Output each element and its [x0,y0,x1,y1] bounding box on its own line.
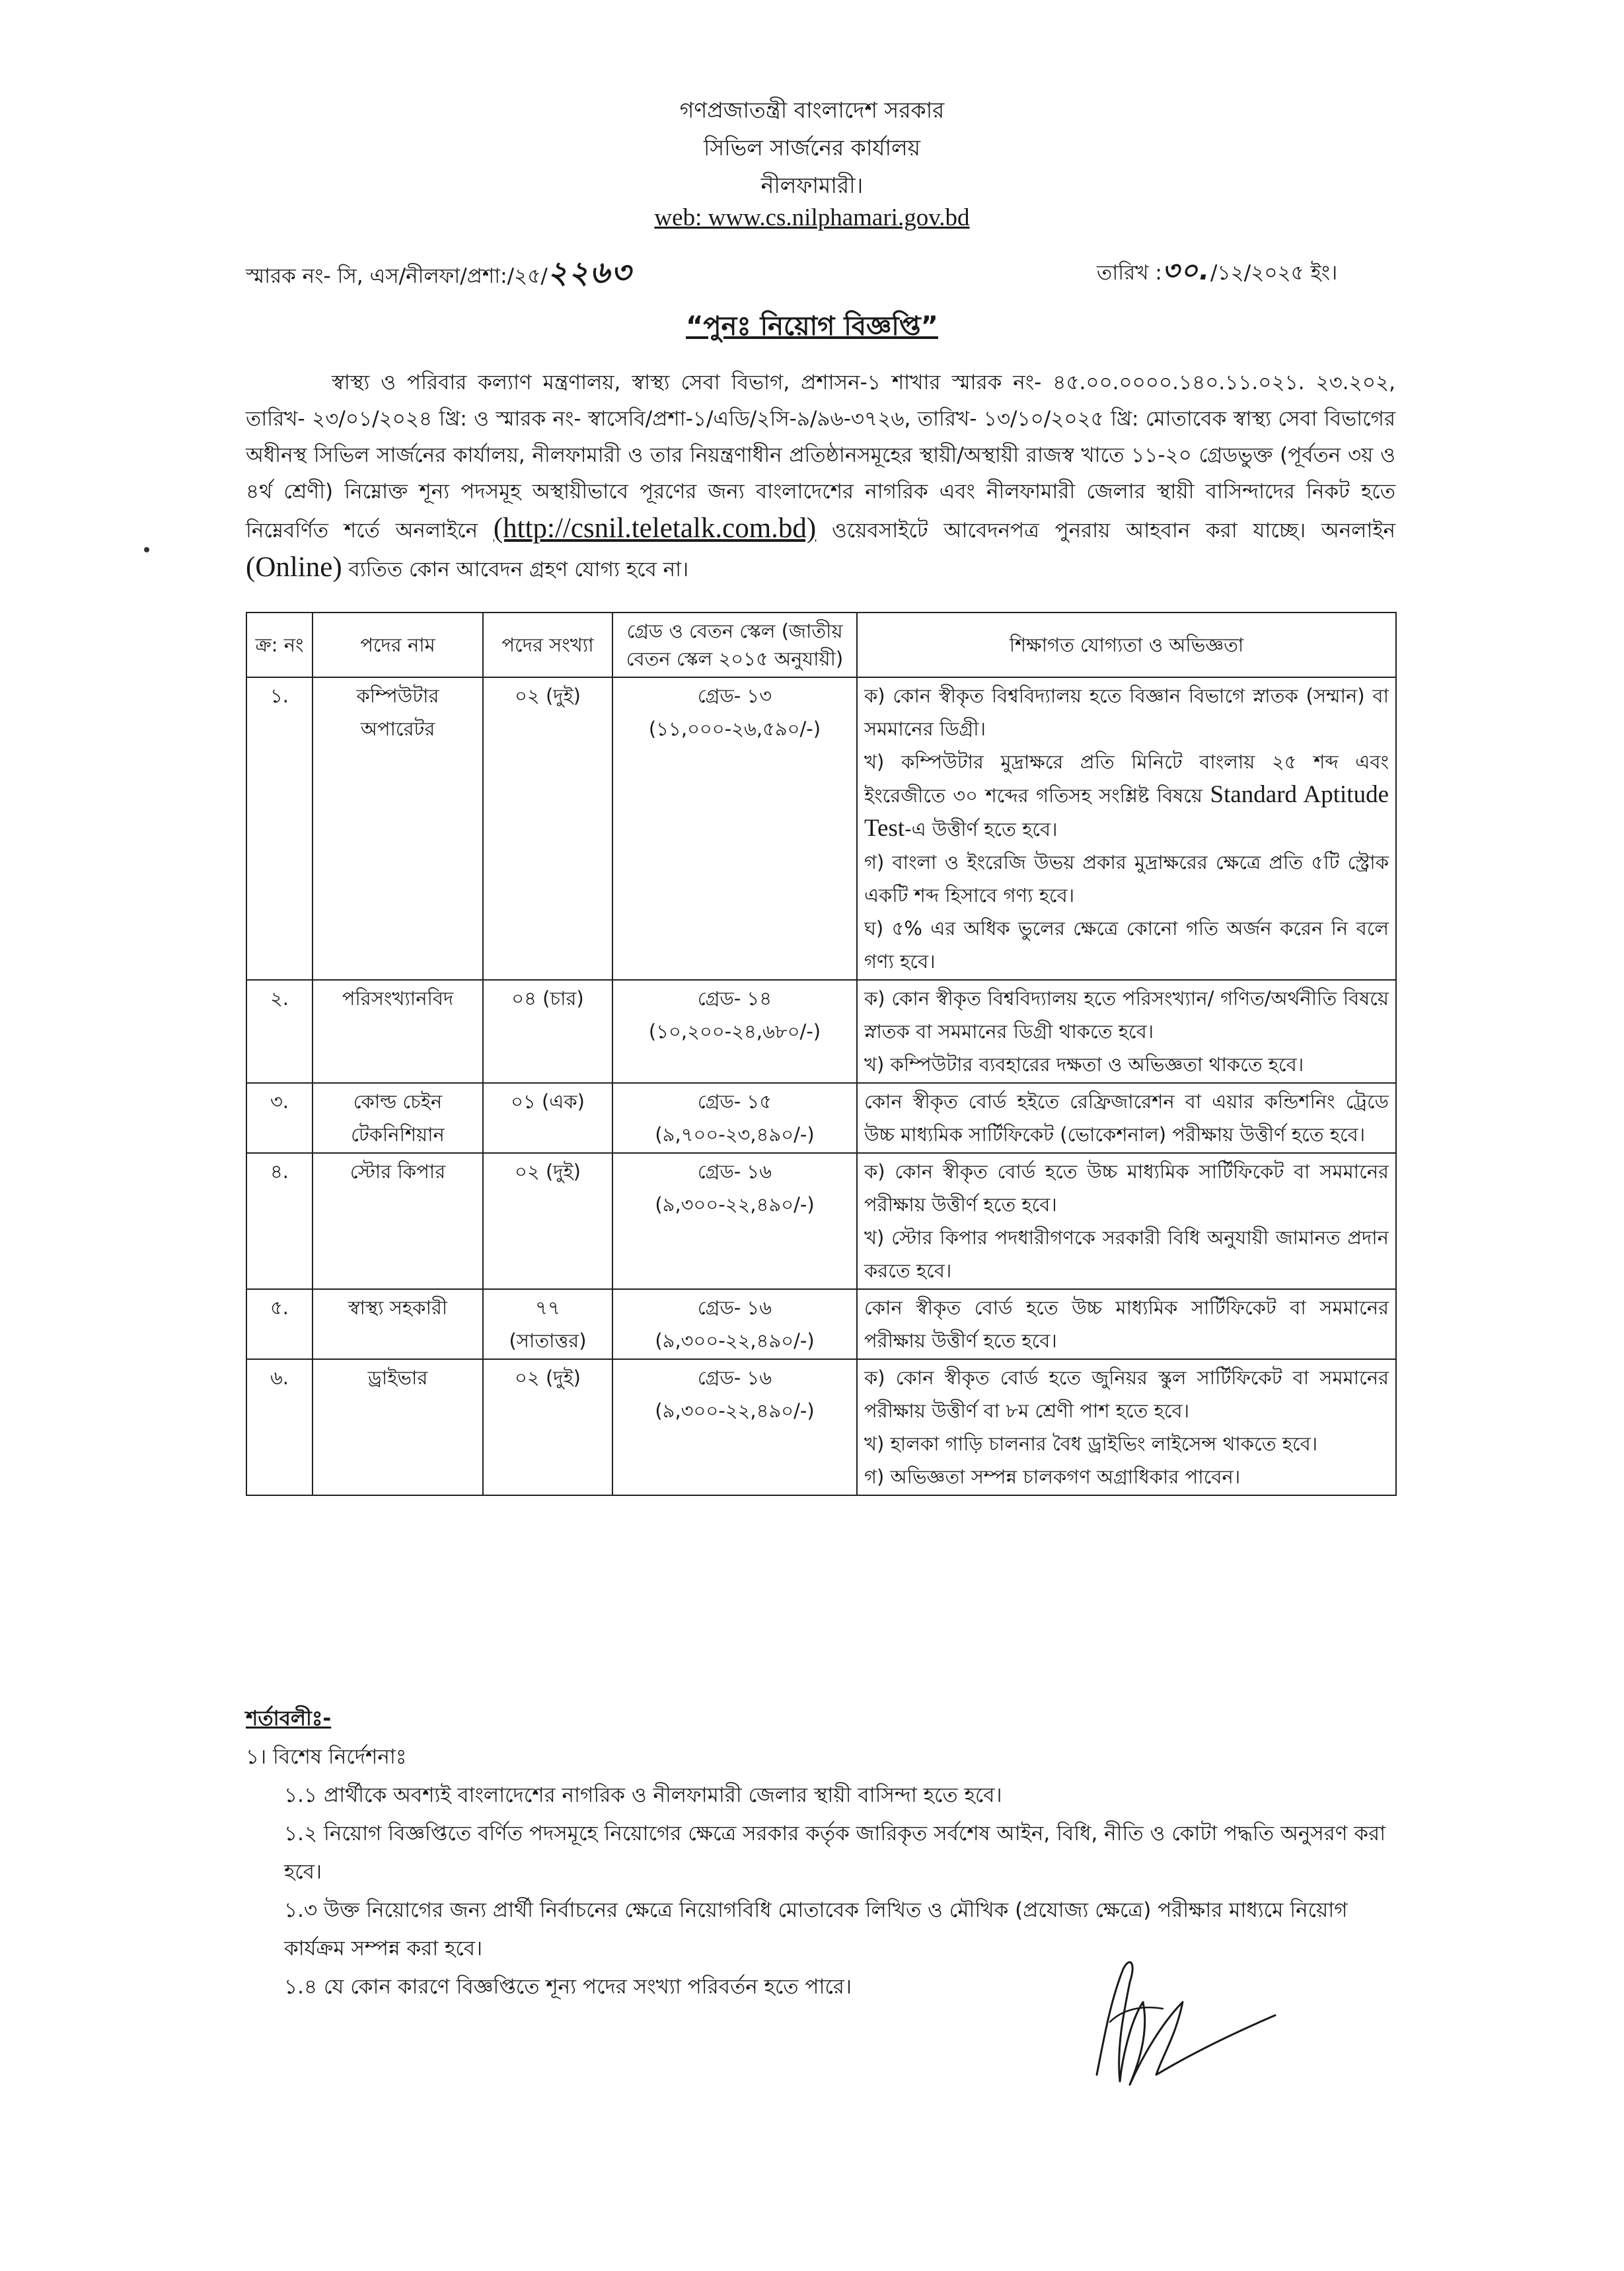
grade-label: গ্রেড- ১৩ [697,685,772,707]
memo-ref-prefix: স্মারক নং- সি, এস/নীলফা/প্রশা:/২৫/ [246,264,548,288]
row-qualification [857,1289,1396,1359]
pay-scale: (৯,৩০০-২২,৪৯০/-) [655,1193,815,1216]
pay-scale: (৯,৭০০-২৩,৪৯০/-) [655,1123,815,1146]
header-grade-scale: গ্রেড ও বেতন স্কেল (জাতীয় বেতন স্কেল ২০১৫ অনুযায়ী) [612,613,857,677]
row-serial: ৩. [246,1083,313,1153]
row-grade [612,1359,857,1495]
grade-label: গ্রেড- ১৫ [697,1090,772,1113]
memo-ref-number: ২২৬৩ [547,254,632,290]
signature-image [1084,1943,1282,2095]
qualification-line: গ) অভিজ্ঞতা সম্পন্ন চালকগণ অগ্রাধিকার পাবেন। [864,1466,1241,1488]
row-grade [612,677,857,980]
row-grade [612,1289,857,1359]
row-post-count: ০২ (দুই) [483,1359,612,1495]
row-post-count: ০২ (দুই) [483,677,612,980]
qualification-line: গ) বাংলা ও ইংরেজি উভয় প্রকার মুদ্রাক্ষরের ক্ষেত্রে প্রতি ৫টি স্ট্রোক একটি শব্দ হিসাবে গণ্য হবে। [864,851,1389,907]
row-qualification [857,1083,1396,1153]
term-item: ১.৩ উক্ত নিয়োগের জন্য প্রার্থী নির্বাচনের ক্ষেত্রে নিয়োগবিধি মোতাবেক লিখিত ও মৌখিক (প্রযোজ্য ক্ষেত্রে) পরীক্ষার মাধ্যমে নিয়োগ কার্যক্রম সম্পন্ন করা হবে। [284,1898,1348,1960]
pay-scale: (১০,২০০-২৪,৬৮০/-) [648,1020,821,1043]
row-post-name: কোল্ড চেইন টেকনিশিয়ান [313,1083,483,1153]
qualification-line: কোন স্বীকৃত বোর্ড হইতে রেফ্রিজারেশন বা এয়ার কন্ডিশনিং ট্রেডে উচ্চ মাধ্যমিক সার্টিফিকেট (ভোকেশনাল) পরীক্ষায় উত্তীর্ণ হতে হবে। [864,1090,1389,1146]
row-post-name: ড্রাইভার [313,1359,483,1495]
date-handwritten: ৩০. [1162,256,1211,286]
row-qualification [857,1359,1396,1495]
row-serial: ৪. [246,1153,313,1289]
row-serial: ২. [246,980,313,1083]
date-suffix: /১২/২০২৫ ইং। [1210,261,1338,285]
qualification-line: ক) কোন স্বীকৃত বিশ্ববিদ্যালয় হতে বিজ্ঞান বিভাগে স্নাতক (সম্মান) বা সমমানের ডিগ্রী। [864,685,1389,740]
intro-text-3: ব্যতিত কোন আবেদন গ্রহণ যোগ্য হবে না। [348,558,689,581]
qualification-line: খ) কম্পিউটার মুদ্রাক্ষরে প্রতি মিনিটে বাংলায় ২৫ শব্দ এবং ইংরেজীতে ৩০ শব্দের গতিসহ সংশ্লিষ্ট বিষয়ে Standard Aptitude Test-এ উত্তীর্ণ হতে হবে। [864,751,1389,842]
intro-paragraph [246,365,1395,588]
row-serial: ৬. [246,1359,313,1495]
post-count-number: ৭৭ [535,1296,560,1319]
intro-text-1: স্বাস্থ্য ও পরিবার কল্যাণ মন্ত্রণালয়, স্বাস্থ্য সেবা বিভাগ, প্রশাসন-১ শাখার স্মারক নং- ৪৫.০০.০০০০.১৪০.১১.০২১. ২৩.২০২, তারিখ- ২৩/০১/২০২৪ খ্রি: ও স্মারক নং- স্বাসেবি/প্রশা-১/এডি/২সি-৯/৯৬-৩৭২৬, তারিখ- ১৩/১০/২০২৫ খ্রি: মোতাবেক স্বাস্থ্য সেবা বিভাগের অধীনস্থ সিভিল সার্জনের কার্যালয়, নীলফামারী ও তার নিয়ন্ত্রণাধীন প্রতিষ্ঠানসমূহের স্থায়ী/অস্থায়ী রাজস্ব খাতে ১১-২০ গ্রেডভুক্ত (পূর্বতন ৩য় ও ৪র্থ শ্রেণী) নিম্নোক্ত শূন্য পদসমূহ অস্থায়ীভাবে পূরণের জন্য বাংলাদেশের নাগরিক এবং নীলফামারী জেলার স্থায়ী বাসিন্দাদের নিকট হতে নিম্নেবর্ণিত শর্তে অনলাইনে [246,371,1395,542]
grade-label: গ্রেড- ১৬ [697,1366,772,1389]
grade-label: গ্রেড- ১৬ [697,1160,772,1183]
row-post-name: কম্পিউটার অপারেটর [313,677,483,980]
vacancy-table [246,612,1397,1496]
scan-speck [144,547,149,552]
intro-text-2: ওয়েবসাইটে আবেদনপত্র পুনরায় আহবান করা যাচ্ছে। অনলাইন [831,519,1395,542]
row-qualification [857,1153,1396,1289]
header-serial: ক্র: নং [246,613,313,677]
row-post-name: পরিসংখ্যানবিদ [313,980,483,1083]
notice-title: “পুনঃ নিয়োগ বিজ্ঞপ্তি” [686,311,938,342]
government-name: গণপ্রজাতন্ত্রী বাংলাদেশ সরকার [679,97,945,123]
qualification-line: খ) হালকা গাড়ি চালনার বৈধ ড্রাইভিং লাইসেন্স থাকতে হবে। [864,1433,1318,1455]
grade-label: গ্রেড- ১৪ [697,987,772,1010]
table-row [246,1359,1396,1495]
pay-scale: (৯,৩০০-২২,৪৯০/-) [655,1399,815,1422]
qualification-line: ক) কোন স্বীকৃত বোর্ড হতে উচ্চ মাধ্যমিক সার্টিফিকেট বা সমমানের পরীক্ষায় উত্তীর্ণ হতে হবে। [864,1160,1389,1216]
pay-scale: (১১,০০০-২৬,৫৯০/-) [648,718,821,740]
qualification-line: ক) কোন স্বীকৃত বোর্ড হতে জুনিয়র স্কুল সার্টিফিকেট বা সমমানের পরীক্ষায় উত্তীর্ণ বা ৮ম শ্রেণী পাশ হতে হবে। [864,1366,1389,1422]
terms-heading: শর্তাবলীঃ- [246,1707,332,1731]
district-name: নীলফামারী। [760,172,864,198]
row-post-name: স্টোর কিপার [313,1153,483,1289]
qualification-line: কোন স্বীকৃত বোর্ড হতে উচ্চ মাধ্যমিক সার্টিফিকেট বা সমমানের পরীক্ষায় উত্তীর্ণ হতে হবে। [864,1296,1389,1352]
row-grade [612,1153,857,1289]
row-post-count: ০২ (দুই) [483,1153,612,1289]
grade-label: গ্রেড- ১৬ [697,1296,772,1319]
header-post-count: পদের সংখ্যা [483,613,612,677]
row-grade [612,1083,857,1153]
aptitude-test-name: Standard Aptitude Test [864,781,1389,842]
table-row [246,1083,1396,1153]
qualification-line: ঘ) ৫% এর অধিক ভুলের ক্ষেত্রে কোনো গতি অর্জন করেন নি বলে গণ্য হবে। [864,917,1389,973]
row-post-count: ০১ (এক) [483,1083,612,1153]
row-post-count: ০৪ (চার) [483,980,612,1083]
qualification-line: খ) স্টোর কিপার পদধারীগণকে সরকারী বিধি অনুযায়ী জামানত প্রদান করতে হবে। [864,1226,1389,1282]
term-item: ১.১ প্রার্থীকে অবশ্যই বাংলাদেশের নাগরিক ও নীলফামারী জেলার স্থায়ী বাসিন্দা হতে হবে। [284,1783,1002,1807]
memo-reference [246,250,632,300]
row-serial: ৫. [246,1289,313,1359]
table-row [246,1153,1396,1289]
row-serial: ১. [246,677,313,980]
office-name: সিভিল সার্জনের কার্যালয় [703,135,921,161]
row-qualification [857,980,1396,1083]
term-item: ১.৪ যে কোন কারণে বিজ্ঞপ্তিতে শূন্য পদের সংখ্যা পরিবর্তন হতে পারে। [284,1975,852,1999]
online-word: (Online) [246,552,342,583]
pay-scale: (৯,৩০০-২২,৪৯০/-) [655,1329,815,1352]
table-row [246,677,1396,980]
table-row [246,1289,1396,1359]
date-prefix: তারিখ : [1097,261,1162,285]
row-qualification [857,677,1396,980]
website-link[interactable]: web: www.cs.nilphamari.gov.bd [654,204,970,231]
qualification-line: ক) কোন স্বীকৃত বিশ্ববিদ্যালয় হতে পরিসংখ্যান/ গণিত/অর্থনীতি বিষয়ে স্নাতক বা সমমানের ডিগ্রী থাকতে হবে। [864,987,1389,1043]
memo-date [1097,250,1337,294]
row-post-name: স্বাস্থ্য সহকারী [313,1289,483,1359]
table-header-row [246,613,1396,677]
table-row [246,980,1396,1083]
post-count-words: (সাতাত্তর) [509,1329,587,1352]
application-link[interactable]: (http://csnil.teletalk.com.bd) [493,513,817,544]
header-post-name: পদের নাম [313,613,483,677]
header-qualification: শিক্ষাগত যোগ্যতা ও অভিজ্ঞতা [857,613,1396,677]
special-instructions-heading: ১। বিশেষ নির্দেশনাঃ [246,1745,407,1769]
term-item: ১.২ নিয়োগ বিজ্ঞপ্তিতে বর্ণিত পদসমূহে নিয়োগের ক্ষেত্রে সরকার কর্তৃক জারিকৃত সর্বশেষ আইন, বিধি, নীতি ও কোটা পদ্ধতি অনুসরণ করা হবে। [284,1822,1386,1884]
row-grade [612,980,857,1083]
row-post-count [483,1289,612,1359]
qualification-line: খ) কম্পিউটার ব্যবহারের দক্ষতা ও অভিজ্ঞতা থাকতে হবে। [864,1053,1304,1076]
